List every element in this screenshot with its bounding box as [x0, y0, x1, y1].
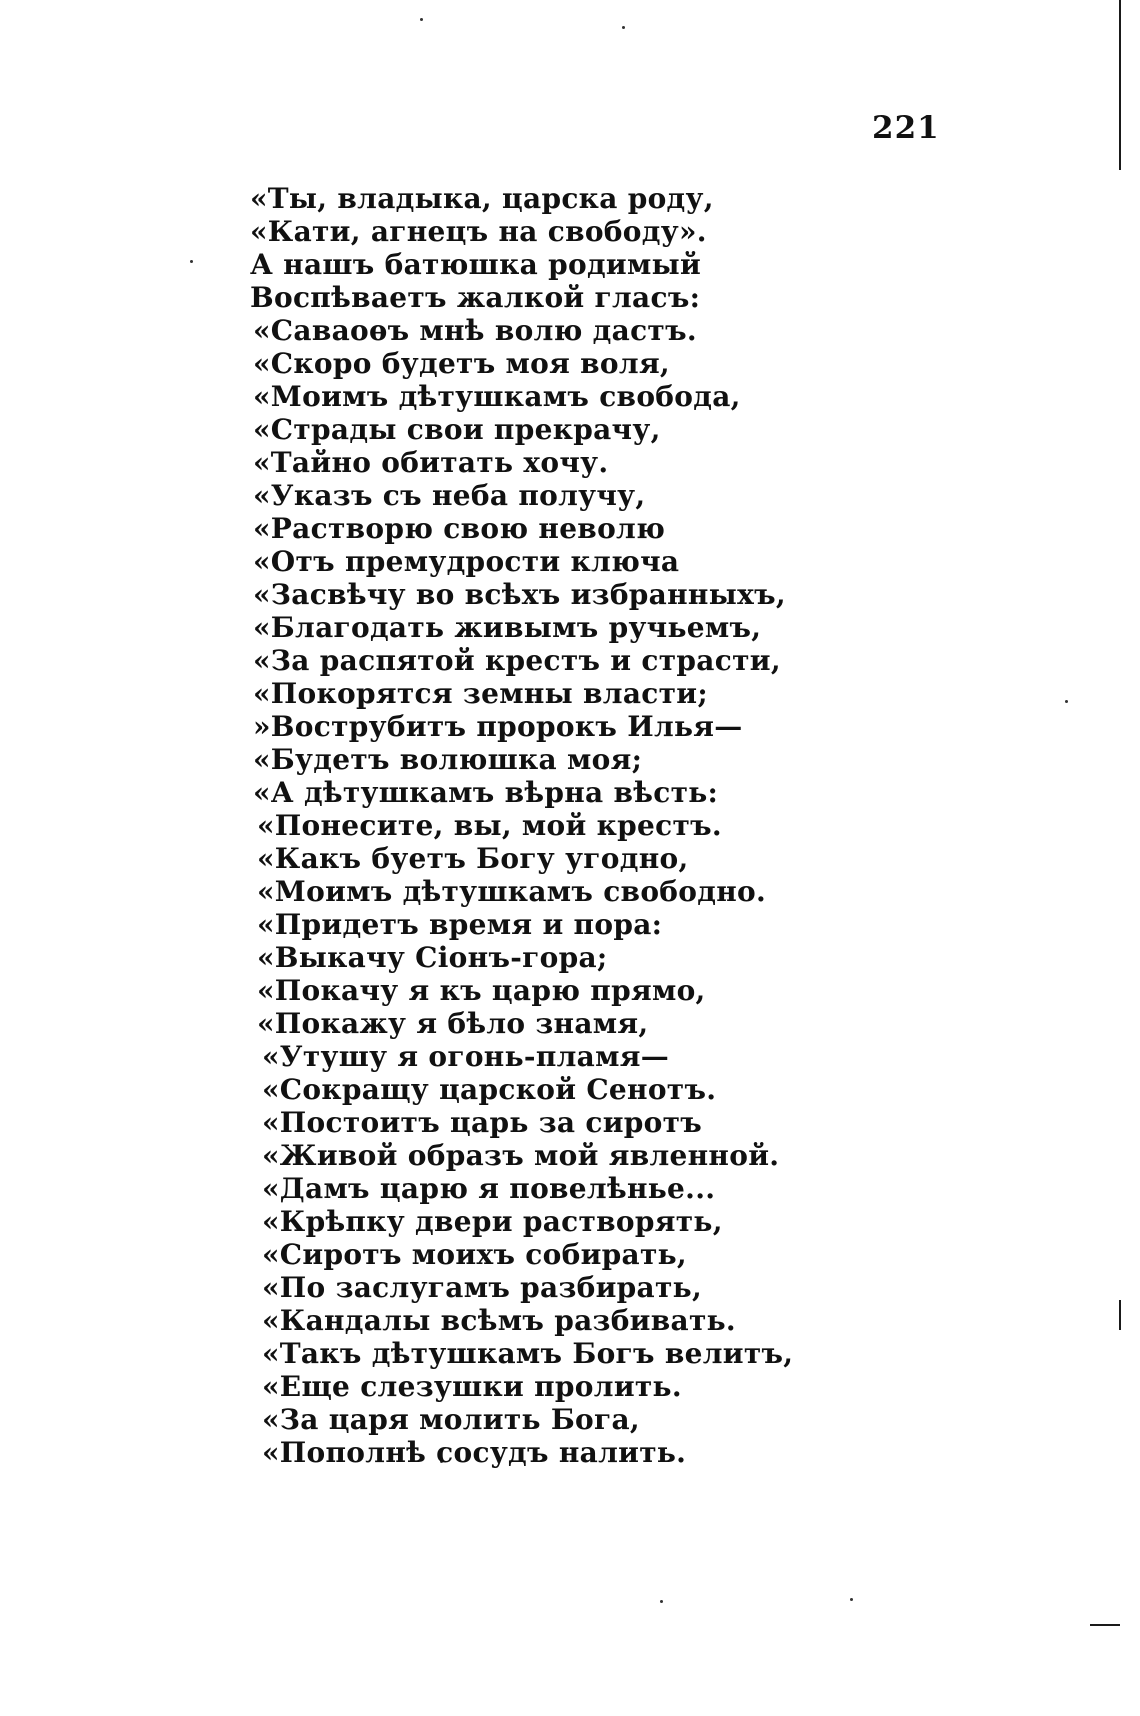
poem-line: «Кати, агнецъ на свободу».: [250, 215, 707, 248]
poem-line: «Кандалы всѣмъ разбивать.: [262, 1304, 736, 1337]
poem-text: [250, 182, 810, 1469]
poem-line: Воспѣваетъ жалкой гласъ:: [250, 281, 701, 314]
poem-line: »Вострубитъ пророкъ Илья—: [253, 710, 743, 743]
poem-line: «Покажу я бѣло знамя,: [257, 1007, 649, 1040]
print-speck: [1065, 700, 1068, 703]
poem-line: «Ты, владыка, царска роду,: [250, 182, 714, 215]
poem-line: «Сокращу царской Сенотъ.: [262, 1073, 717, 1106]
print-speck: [660, 1600, 663, 1603]
poem-line: «Саваоѳъ мнѣ волю дастъ.: [253, 314, 697, 347]
poem-line: «По заслугамъ разбирать,: [262, 1271, 702, 1304]
poem-line: «За распятой крестъ и страсти,: [253, 644, 781, 677]
binding-edge-line-lower: [1119, 1300, 1121, 1330]
print-speck: [622, 26, 625, 29]
poem-line: «Такъ дѣтушкамъ Богъ велитъ,: [262, 1337, 794, 1370]
print-speck: [420, 18, 423, 21]
poem-line: «Указъ съ неба получу,: [253, 479, 646, 512]
poem-line: «За царя молить Бога,: [262, 1403, 640, 1436]
poem-line: «Покачу я къ царю прямо,: [257, 974, 706, 1007]
poem-line: «Скоро будетъ моя воля,: [253, 347, 670, 380]
binding-edge-line: [1119, 0, 1121, 170]
poem-line: «Живой образъ мой явленной.: [262, 1139, 780, 1172]
poem-line: «А дѣтушкамъ вѣрна вѣсть:: [253, 776, 719, 809]
poem-line: «Тайно обитать хочу.: [253, 446, 609, 479]
poem-line: «Еще слезушки пролить.: [262, 1370, 682, 1403]
page-number: 221: [872, 110, 940, 146]
poem-line: «Моимъ дѣтушкамъ свободно.: [257, 875, 767, 908]
page-corner-mark: [1090, 1624, 1120, 1626]
poem-line: «Покорятся земны власти;: [253, 677, 708, 710]
poem-line: «Понесите, вы, мой крестъ.: [257, 809, 722, 842]
print-speck: [850, 1598, 853, 1601]
poem-line: «Будетъ волюшка моя;: [253, 743, 643, 776]
print-speck: [190, 260, 193, 263]
poem-line: «Благодать живымъ ручьемъ,: [253, 611, 762, 644]
poem-line: «Отъ премудрости ключа: [253, 545, 680, 578]
poem-line: «Моимъ дѣтушкамъ свобода,: [253, 380, 741, 413]
poem-line: А нашъ батюшка родимый: [250, 248, 702, 281]
poem-line: «Выкачу Сіонъ-гора;: [257, 941, 608, 974]
poem-line: «Какъ буетъ Богу угодно,: [257, 842, 689, 875]
poem-line: «Крѣпку двери растворять,: [262, 1205, 723, 1238]
poem-line: «Утушу я огонь-пламя—: [262, 1040, 670, 1073]
poem-line: «Придетъ время и пора:: [257, 908, 663, 941]
poem-line: «Дамъ царю я повелѣнье...: [262, 1172, 716, 1205]
poem-line: «Сиротъ моихъ собирать,: [262, 1238, 687, 1271]
poem-line: «Растворю свою неволю: [253, 512, 666, 545]
poem-line: «Пополнѣ сосудъ налить.: [262, 1436, 687, 1469]
poem-line: «Засвѣчу во всѣхъ избранныхъ,: [253, 578, 786, 611]
poem-line: «Постоитъ царь за сиротъ: [262, 1106, 703, 1139]
poem-line: «Страды свои прекрачу,: [253, 413, 661, 446]
